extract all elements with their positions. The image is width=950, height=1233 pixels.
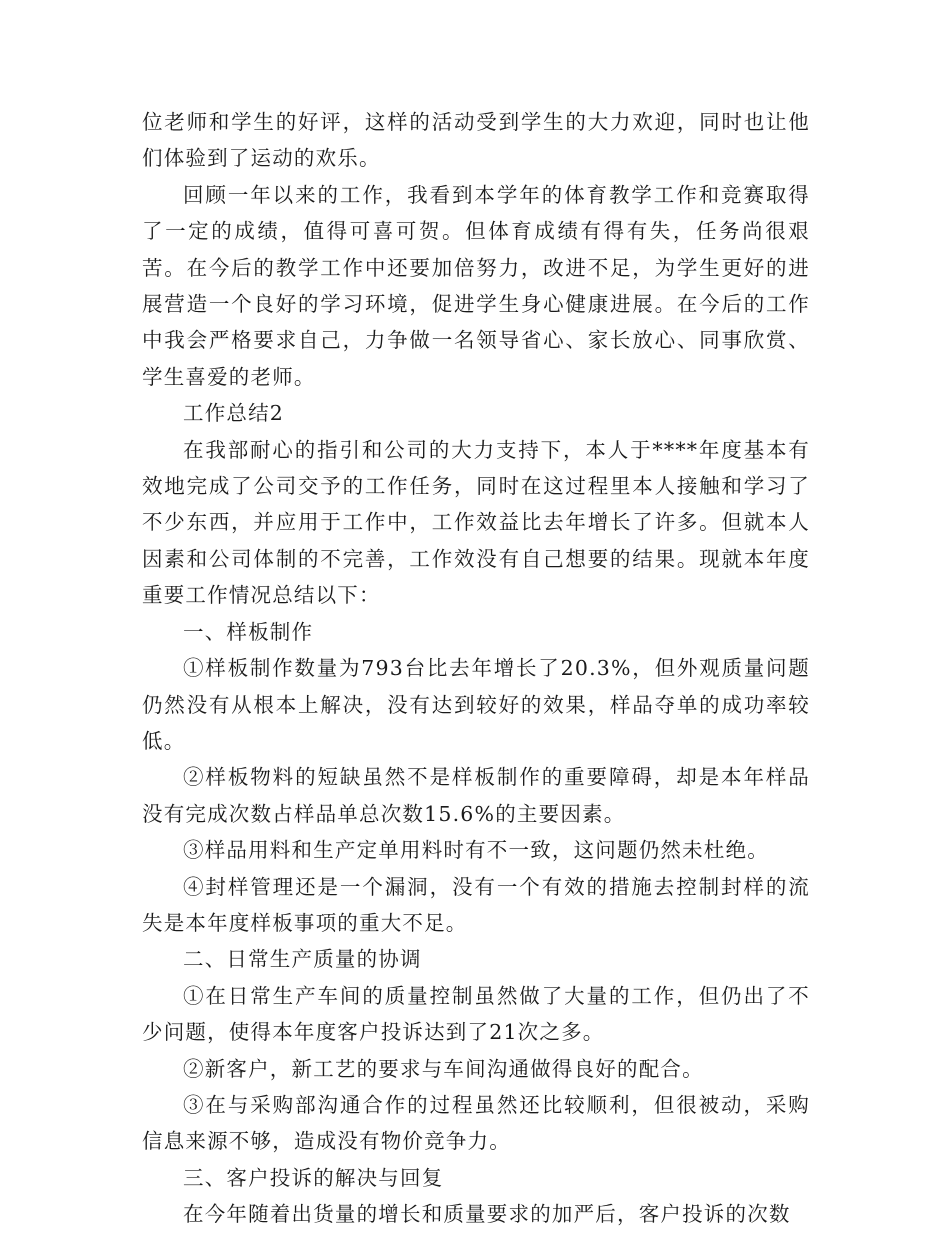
section-heading-summary-2: 工作总结2 [183, 401, 285, 426]
paragraph-continuation: 位老师和学生的好评，这样的活动受到学生的大力欢迎，同时也让他们体验到了运动的欢乐。 [142, 110, 810, 171]
list-item-sample-4: ④封样管理还是一个漏洞，没有一个有效的措施去控制封样的流失是本年度样板事项的重大不足。 [142, 874, 810, 935]
paragraph-review: 回顾一年以来的工作，我看到本学年的体育教学工作和竞赛取得了一定的成绩，值得可喜可贺。但体育成绩有得有失，任务尚很艰苦。在今后的教学工作中还要加倍努力，改进不足，为学生更好的进展营造一个良好的学习环境，促进学生身心健康进展。在今后的工作中我会严格要求自己，力争做一名领导省心、家长放心、同事欣赏、学生喜爱的老师。 [142, 182, 810, 389]
paragraph-intro: 在我部耐心的指引和公司的大力支持下，本人于****年度基本有效地完成了公司交予的工作任务，同时在这过程里本人接触和学习了不少东西，并应用于工作中，工作效益比去年增长了许多。但就本人因素和公司体制的不完善，工作效没有自己想要的结果。现就本年度重要工作情况总结以下： [142, 437, 810, 608]
heading-customer-complaints: 三、客户投诉的解决与回复 [183, 1165, 444, 1190]
list-item-sample-2: ②样板物料的短缺虽然不是样板制作的重要障碍，却是本年样品没有完成次数占样品单总次数15.6%的主要因素。 [142, 765, 810, 826]
paragraph-complaints: 在今年随着出货量的增长和质量要求的加严后，客户投诉的次数 [183, 1202, 791, 1227]
heading-production-quality: 二、日常生产质量的协调 [183, 947, 422, 972]
list-item-sample-3: ③样品用料和生产定单用料时有不一致，这问题仍然未杜绝。 [183, 838, 769, 863]
document-body [142, 104, 810, 1233]
list-item-quality-1: ①在日常生产车间的质量控制虽然做了大量的工作，但仍出了不少问题，使得本年度客户投诉达到了21次之多。 [142, 983, 810, 1045]
heading-sample-making: 一、样板制作 [183, 619, 314, 644]
list-item-sample-1: ①样板制作数量为793台比去年增长了20.3%，但外观质量问题仍然没有从根本上解决，没有达到较好的效果，样品夺单的成功率较低。 [142, 656, 810, 753]
list-item-quality-3: ③在与采购部沟通合作的过程虽然还比较顺利，但很被动，采购信息来源不够，造成没有物价竞争力。 [142, 1092, 810, 1154]
list-item-quality-2: ②新客户，新工艺的要求与车间沟通做得良好的配合。 [183, 1056, 704, 1081]
